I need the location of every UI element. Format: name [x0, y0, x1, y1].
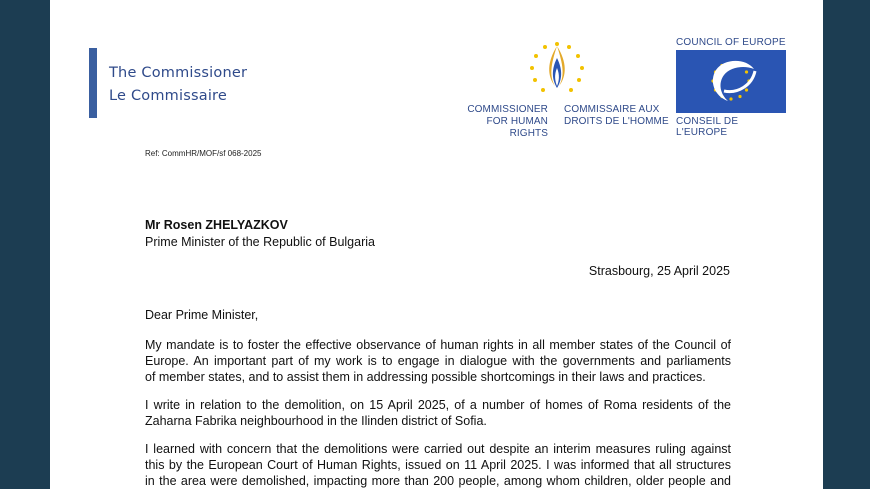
paragraph-concern: I learned with concern that the demolitions were carried out despite an interim measures ruling against this by the European Court of Human Rights, issued on 11 April 2025. I was informed that all structures in the area were demolished, impacting more than 200 people, among whom children, older people and: [145, 442, 731, 488]
recipient-title: Prime Minister of the Republic of Bulgaria: [145, 235, 375, 249]
place-and-date: Strasbourg, 25 April 2025: [588, 264, 730, 278]
coe-label-english: COUNCIL OF EUROPE: [676, 37, 786, 48]
chr-label-english: COMMISSIONER FOR HUMAN RIGHTS: [467, 104, 548, 139]
salutation: Dear Prime Minister,: [145, 308, 259, 322]
paragraph-mandate: My mandate is to foster the effective observance of human rights in all member states of the Council of Europe. An important part of my work is to engage in dialogue with the governments and parliaments of member states, and to assist them in addressing possible shortcomings in their laws and practices.: [145, 338, 731, 384]
title-english: The Commissioner: [109, 65, 248, 81]
reference-number: Ref: CommHR/MOF/sf 068-2025: [145, 149, 262, 158]
commissioner-title: [109, 62, 247, 108]
coe-label-french: CONSEIL DE L'EUROPE: [676, 116, 739, 138]
paragraph-demolition: I write in relation to the demolition, on 15 April 2025, of a number of homes of Roma residents of the Zaharna Fabrika neighbourhood in the Ilinden district of Sofia.: [145, 398, 731, 428]
commissioner-flame-logo-icon: [525, 38, 589, 102]
title-french: Le Commissaire: [109, 88, 228, 104]
recipient-name: Mr Rosen ZHELYAZKOV: [145, 218, 288, 232]
accent-bar: [89, 48, 97, 118]
letter-page: [50, 0, 823, 489]
chr-label-french: COMMISSAIRE AUX DROITS DE L'HOMME: [564, 104, 669, 127]
council-of-europe-logo-icon: [676, 50, 786, 113]
